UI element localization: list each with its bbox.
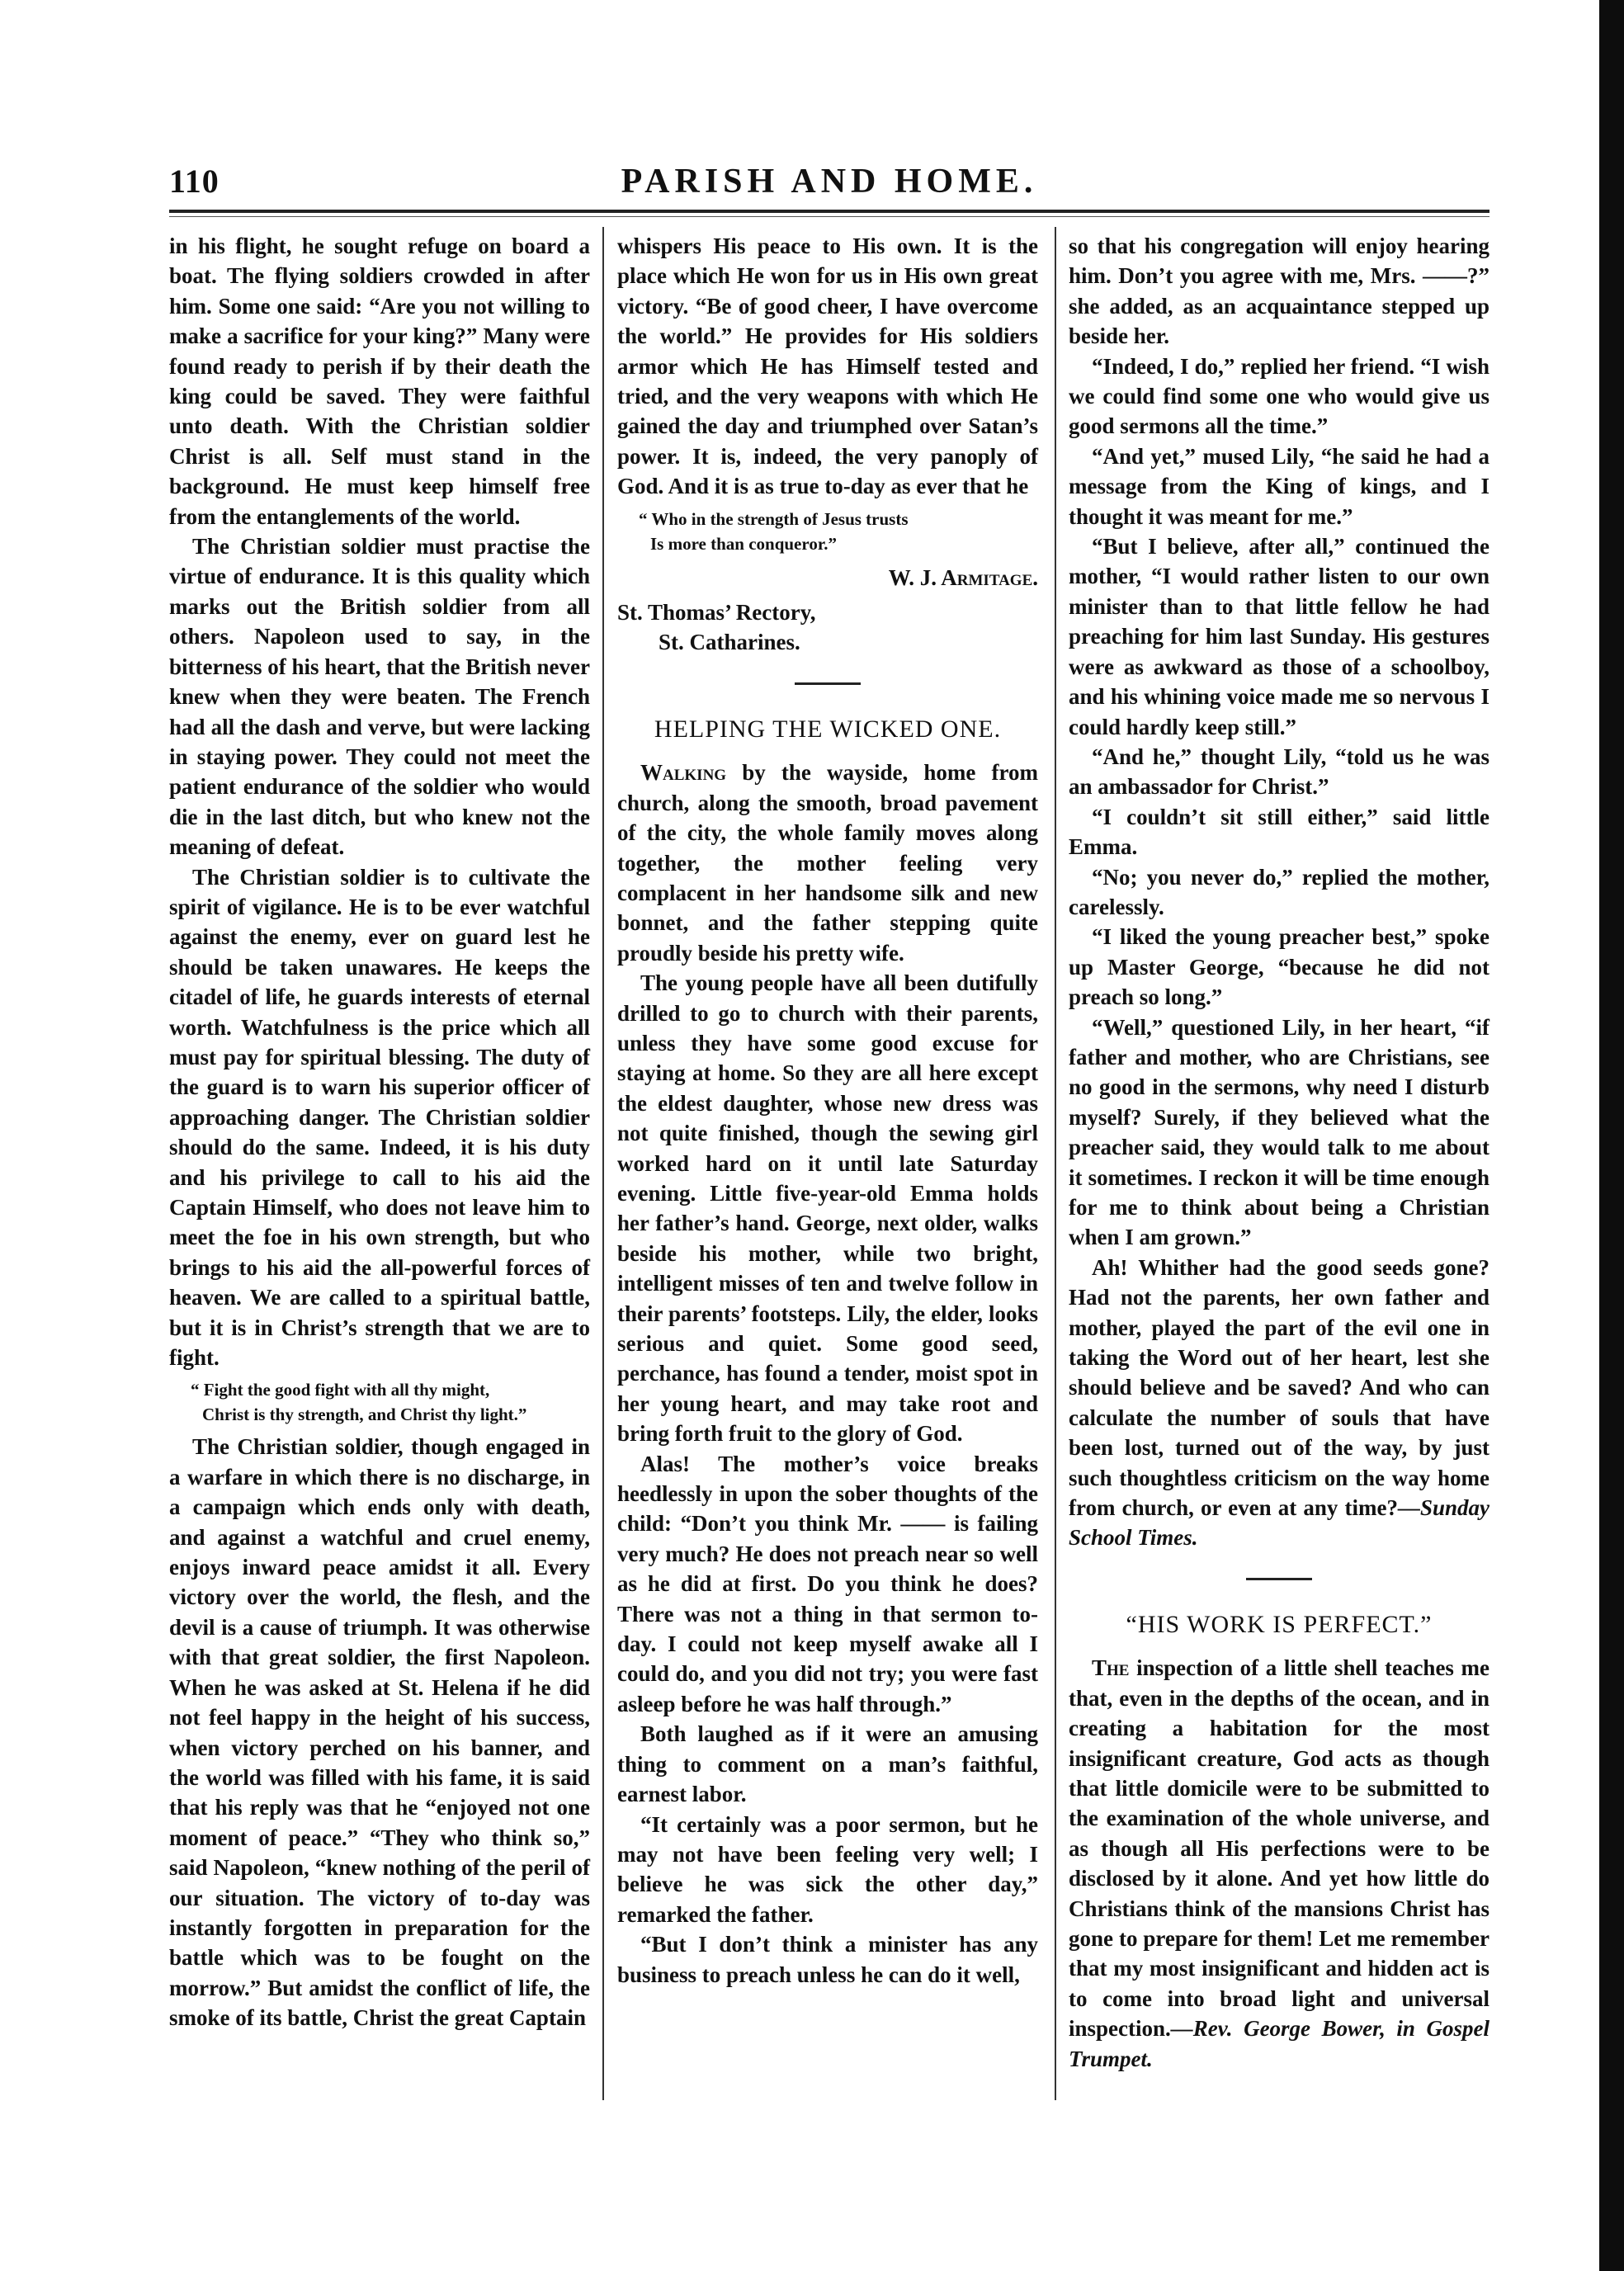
source-credit: —Rev. George Bower, in Gospel Trumpet. (1069, 2016, 1489, 2071)
source-credit: —Sunday School Times. (1069, 1495, 1489, 1551)
poem-line: “ Fight the good fight with all thy might, (191, 1380, 490, 1400)
section-separator (1246, 1578, 1312, 1580)
author-signature: W. J. Armitage. (888, 564, 1038, 590)
poem-line: “ Who in the strength of Jesus trusts (639, 508, 909, 529)
column-divider (602, 227, 604, 2100)
lead-word: Walking (640, 760, 727, 786)
paragraph: “But I don’t think a minister has any business to preach unless he can do it well, (617, 1932, 1038, 1987)
paragraph: “I liked the young preacher best,” spoke up Master George, “because he did not preach so long.” (1069, 924, 1489, 1010)
paragraph: Both laughed as if it were an amusing thing to comment on a man’s faithful, earnest labor. (617, 1721, 1038, 1807)
paragraph: The Christian soldier, though engaged in a warfare in which there is no discharge, in a campaign which ends only with death, and against a watchful and cruel enemy, enjoys inward peace amidst it all. Every victory over the world, the flesh, and the devil is a cause of triumph. It was otherwise with that great soldier, the first Napoleon. When he was asked at St. Helena if he did not feel happy in the height of his success, when victory perched on his banner, and the world was filled with his fame, it is said that his reply was that he “enjoyed not one moment of peace.” “They who think so,” said Napoleon, “knew nothing of the peril of our situation. The victory of to-day was instantly forgotten in preparation for the battle which was to be fought on the morrow.” But amidst the conflict of life, the smoke of its battle, Christ the great Captain (169, 1434, 590, 2031)
poem-line: Is more than conqueror.” (650, 533, 837, 554)
article-title: HELPING THE WICKED ONE. (654, 715, 1002, 743)
paragraph: “And yet,” mused Lily, “he said he had a message from the King of kings, and I thought it was meant for me.” (1069, 443, 1489, 529)
paragraph: in his flight, he sought refuge on board a boat. The flying soldiers crowded in after him. Some one said: “Are you not willing to make a sacrifice for your king?” Many were found ready to perish if by their death the king could be saved. They were faithful unto death. With the Christian soldier Christ is all. Self must stand in the background. He must keep himself free from the entanglements of the world. (169, 234, 590, 529)
page-number: 110 (169, 163, 220, 200)
poem-quote (617, 507, 1038, 556)
paragraph-text: inspection of a little shell teaches me that, even in the depths of the ocean, and in creating a habitation for the most insignificant creature, God acts as though that little domicile were to be submitted to the examination of the whole universe, and as though all His perfections were to be disclosed by it alone. And yet how little do Christians think of the mansions Christ has gone to prepare for them! Let me remember that my most insignificant and hidden act is to come into broad light and universal inspection. (1069, 1655, 1490, 2042)
paragraph: whispers His peace to His own. It is the place which He won for us in His own great victory. “Be of good cheer, I have overcome the world.” He provides for His soldiers armor which He has Himself tested and tried, and the very weapons with which He gained the day and triumphed over Satan’s power. It is, indeed, the very panoply of God. And it is as true to-day as ever that he (617, 234, 1038, 499)
poem-line: Christ is thy strength, and Christ thy light.” (202, 1405, 527, 1425)
paragraph: The Christian soldier is to cultivate the spirit of vigilance. He is to be ever watchful against the enemy, ever on guard lest he should be taken unawares. He keeps the citadel of life, he guards interests of eternal worth. Watchfulness is the price which all must pay for spiritual blessing. The duty of the guard is to warn his superior officer of approaching danger. The Christian soldier should do the same. Indeed, it is his duty and his privilege to call to his aid the Captain Himself, who does not leave him to meet the foe in his own strength, but who brings to his aid the all-powerful forces of heaven. We are called to a spiritual battle, but it is in Christ’s strength that we are to fight. (169, 864, 590, 1371)
paragraph: “But I believe, after all,” continued the mother, “I would rather listen to our own minister than to that little fellow he had preaching for him last Sunday. His gestures were as awkward as those of a schoolboy, and his whining voice made me so nervous I could hardly keep still.” (1069, 534, 1489, 739)
address-line: St. Catharines. (659, 630, 800, 655)
paragraph: “Indeed, I do,” replied her friend. “I wish we could find some one who would give us good sermons all the time.” (1069, 353, 1489, 439)
running-title: PARISH AND HOME. (621, 163, 1038, 201)
column-3 (1069, 231, 1489, 2104)
paragraph: “It certainly was a poor sermon, but he may not have been feeling very well; I believe he was sick the other day,” remarked the father. (617, 1811, 1038, 1927)
scan-edge-bar (1599, 0, 1624, 2271)
address-line: St. Thomas’ Rectory, (617, 600, 816, 626)
article-title: “HIS WORK IS PERFECT.” (1126, 1610, 1433, 1638)
column-2 (617, 231, 1038, 2104)
page-header (169, 162, 1489, 203)
poem-quote (169, 1377, 590, 1427)
author-address (617, 597, 1038, 658)
paragraph: “And he,” thought Lily, “told us he was an ambassador for Christ.” (1069, 744, 1489, 800)
paragraph: “Well,” questioned Lily, in her heart, “if father and mother, who are Christians, see no good in the sermons, why need I disturb myself? Surely, if they believed what the preacher said, they would talk to me about it sometimes. I reckon it will be time enough for me to think about being a Christian when I am grown.” (1069, 1014, 1489, 1250)
section-separator (795, 682, 861, 685)
paragraph-text: Ah! Whither had the good seeds gone? Had not the parents, her own father and mother, played the part of the evil one in taking the Word out of her heart, lest she should believe and be saved? And who can calculate the number of souls that have been lost, turned out of the way, by just such thoughtless criticism on the way home from church, or even at any time? (1069, 1254, 1489, 1521)
lead-word: The (1092, 1655, 1130, 1681)
paragraph: “I couldn’t sit still either,” said little Emma. (1069, 804, 1489, 860)
column-1 (169, 231, 590, 2104)
header-rule-thin (169, 216, 1489, 217)
paragraph-text: by the wayside, home from church, along the smooth, broad pavement of the city, the whole family moves along together, the mother feeling very complacent in her handsome silk and new bonnet, and the father stepping quite proudly beside his pretty wife. (617, 760, 1039, 966)
paragraph: so that his congregation will enjoy hearing him. Don’t you agree with me, Mrs. ——?” she added, as an acquaintance stepped up beside her. (1069, 234, 1489, 349)
column-divider (1055, 227, 1056, 2100)
paragraph: The Christian soldier must practise the virtue of endurance. It is this quality which marks out the British soldier from all others. Napoleon used to say, in the bitterness of his heart, that the British never knew when they were beaten. The French had all the dash and verve, but were lacking in staying power. They could not meet the patient endurance of the soldier who would die in the last ditch, but who knew not the meaning of defeat. (169, 534, 590, 860)
header-rule (169, 210, 1489, 213)
paragraph: “No; you never do,” replied the mother, carelessly. (1069, 864, 1489, 919)
paragraph: The young people have all been dutifully drilled to go to church with their parents, unless they have some good excuse for staying at home. So they are all here except the eldest daughter, whose new dress was not quite finished, though the sewing girl worked hard on it until late Saturday evening. Little five-year-old Emma holds her father’s hand. George, next older, walks beside his mother, while two bright, intelligent misses of ten and twelve follow in their parents’ footsteps. Lily, the elder, looks serious and quiet. Some good seed, perchance, has found a tender, moist spot in her young heart, and may take root and bring forth fruit to the glory of God. (617, 970, 1038, 1447)
paragraph: Alas! The mother’s voice breaks heedlessly in upon the sober thoughts of the child: “Don’t you think Mr. —— is failing very much? He does not preach near so well as he did at first. Do you think he does? There was not a thing in that sermon to-day. I could not keep myself awake all I could do, and you did not try; you were fast asleep before he was half through.” (617, 1451, 1038, 1716)
